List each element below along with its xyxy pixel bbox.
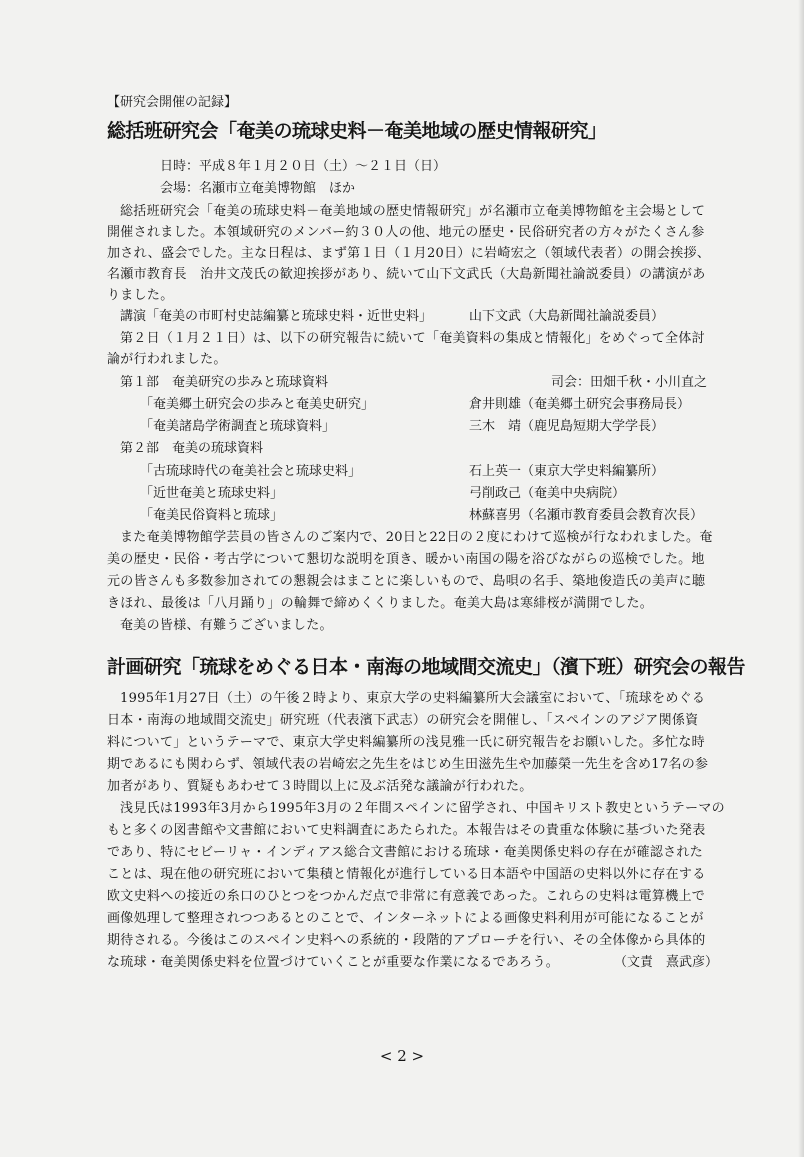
program-part1-label: 第１部 奄美研究の歩みと琉球資料 xyxy=(120,375,329,390)
program-item-title: 「奄美民俗資料と琉球」 xyxy=(140,508,284,523)
s2-para2-line: 浅見氏は1993年3月から1995年3月の２年間スペインに留学され、中国キリスト教史というテーマの xyxy=(120,801,725,816)
program-item-speaker: 石上英一（東京大学史料編纂所） xyxy=(469,464,665,479)
s2-para2-line: であり、特にセビーリャ・インディアス総合文書館における琉球・奄美関係史料の存在が確認された xyxy=(107,845,704,860)
program-item-speaker: 倉井則雄（奄美郷土研究会事務局長） xyxy=(469,397,691,412)
lecture-speaker: 山下文武（大島新聞社論説委員） xyxy=(469,309,665,324)
meta-datetime: 日時：平成８年１月２０日（土）～２１日（日） xyxy=(160,159,447,174)
s2-para1-line: 料について」というテーマで、東京大学史料編纂所の浅見雅一氏に研究報告をお願いした。多忙な時 xyxy=(107,735,705,750)
s1-para2-line: 第２日（１月２１日）は、以下の研究報告に続いて「奄美資料の集成と情報化」をめぐって全体討 xyxy=(120,331,705,346)
program-item-title: 「近世奄美と琉球史料」 xyxy=(140,486,284,501)
program-item-speaker: 弓削政己（奄美中央病院） xyxy=(469,486,626,501)
s1-para1-line: 名瀬市教育長 治井文茂氏の歓迎挨拶があり、続いて山下文武氏（大島新聞社論説委員）の講演があ xyxy=(107,267,706,282)
program-part1-chair: 司会：田畑千秋・小川直之 xyxy=(551,375,708,390)
meta-venue: 会場：名瀬市立奄美博物館 ほか xyxy=(160,181,356,196)
s1-closing: 奄美の皆様、有難うございました。 xyxy=(120,618,333,633)
section1-title: 総括班研究会「奄美の琉球史料－奄美地域の歴史情報研究」 xyxy=(107,120,607,142)
s1-para1-line: 総括班研究会「奄美の琉球史料－奄美地域の歴史情報研究」が名瀬市立奄美博物館を主会場として xyxy=(120,204,706,219)
s1-para1-line: 加され、盛会でした。主な日程は、まず第１日（１月20日）に岩崎宏之（領域代表者）の開会挨拶、 xyxy=(107,246,711,261)
s1-para3-line: 美の歴史・民俗・考古学について懇切な説明を頂き、暖かい南国の陽を浴びながらの巡検でした。地 xyxy=(107,552,705,567)
section2-title: 計画研究「琉球をめぐる日本・南海の地域間交流史」（濱下班）研究会の報告 xyxy=(107,656,746,678)
s2-para2-line: 欧文史料への接近の糸口のひとつをつかんだ点で非常に有意義であった。これらの史料は電算機上で xyxy=(107,889,706,904)
s1-para3-line: 元の皆さんも多数参加されての懇親会はまことに楽しいもので、島唄の名手、築地俊造氏の美声に聴 xyxy=(107,574,706,589)
scan-edge-shadow xyxy=(798,0,804,1157)
section-kicker: 【研究会開催の記録】 xyxy=(107,95,238,110)
program-item-title: 「奄美諸島学術調査と琉球資料」 xyxy=(140,419,336,434)
s2-para1-line: 1995年1月27日（土）の午後２時より、東京大学の史料編纂所大会議室において、「琉球をめぐる xyxy=(120,691,706,706)
lecture-title: 講演「奄美の市町村史誌編纂と琉球史料・近世史料」 xyxy=(120,309,433,324)
s2-para2-line: ことは、現在他の研究班において集積と情報化が進行している日本語や中国語の史料以外に存在する xyxy=(107,867,706,882)
s2-para1-line: 期であるにも関わらず、領域代表の岩崎宏之先生をはじめ生田滋先生や加藤榮一先生を含め17名の参 xyxy=(107,757,709,772)
program-item-speaker: 三木 靖（鹿児島短期大学学長） xyxy=(469,419,665,434)
s1-para3-line: また奄美博物館学芸員の皆さんのご案内で、20日と22日の２度にわけて巡検が行なわれました。奄 xyxy=(120,530,713,545)
program-item-title: 「奄美郷土研究会の歩みと奄美史研究」 xyxy=(140,397,375,412)
s1-para1-line: 開催されました。本領域研究のメンバー約３０人の他、地元の歴史・民俗研究者の方々がたくさん参 xyxy=(107,225,705,240)
s2-para1-line: 加者があり、質疑もあわせて３時間以上に及ぶ活発な議論が行われた。 xyxy=(107,779,533,794)
s1-para3-line: きほれ、最後は「八月踊り」の輪舞で締めくくりました。奄美大島は寒緋桜が満開でした。 xyxy=(107,596,654,611)
s2-para2-line: な琉球・奄美関係史料を位置づけていくことが重要な作業になるであろう。 xyxy=(107,955,560,970)
program-item-title: 「古琉球時代の奄美社会と琉球史料」 xyxy=(140,464,362,479)
s2-para2-line: 期待される。今後はこのスペイン史料への系統的・段階的アプローチを行い、その全体像から具体的 xyxy=(107,933,706,948)
s1-para1-line: りました。 xyxy=(107,288,174,303)
program-item-speaker: 林蘇喜男（名瀬市教育委員会教育次長） xyxy=(469,508,704,523)
s1-para2-line: 論が行われました。 xyxy=(107,352,227,367)
s2-para2-line: 画像処理して整理されつつあるとのことで、インターネットによる画像史料利用が可能になることが xyxy=(107,911,704,926)
program-part2-label: 第２部 奄美の琉球資料 xyxy=(120,441,264,456)
s2-credit: （文責 熹武彦） xyxy=(614,955,719,970)
page-number: < 2 > xyxy=(379,1047,425,1065)
s2-para1-line: 日本・南海の地域間交流史」研究班（代表濱下武志）の研究会を開催し、「スペインのアジア関係資 xyxy=(107,713,699,728)
s2-para2-line: もと多くの図書館や文書館において史料調査にあたられた。本報告はその貴重な体験に基づいた発表 xyxy=(107,823,706,838)
